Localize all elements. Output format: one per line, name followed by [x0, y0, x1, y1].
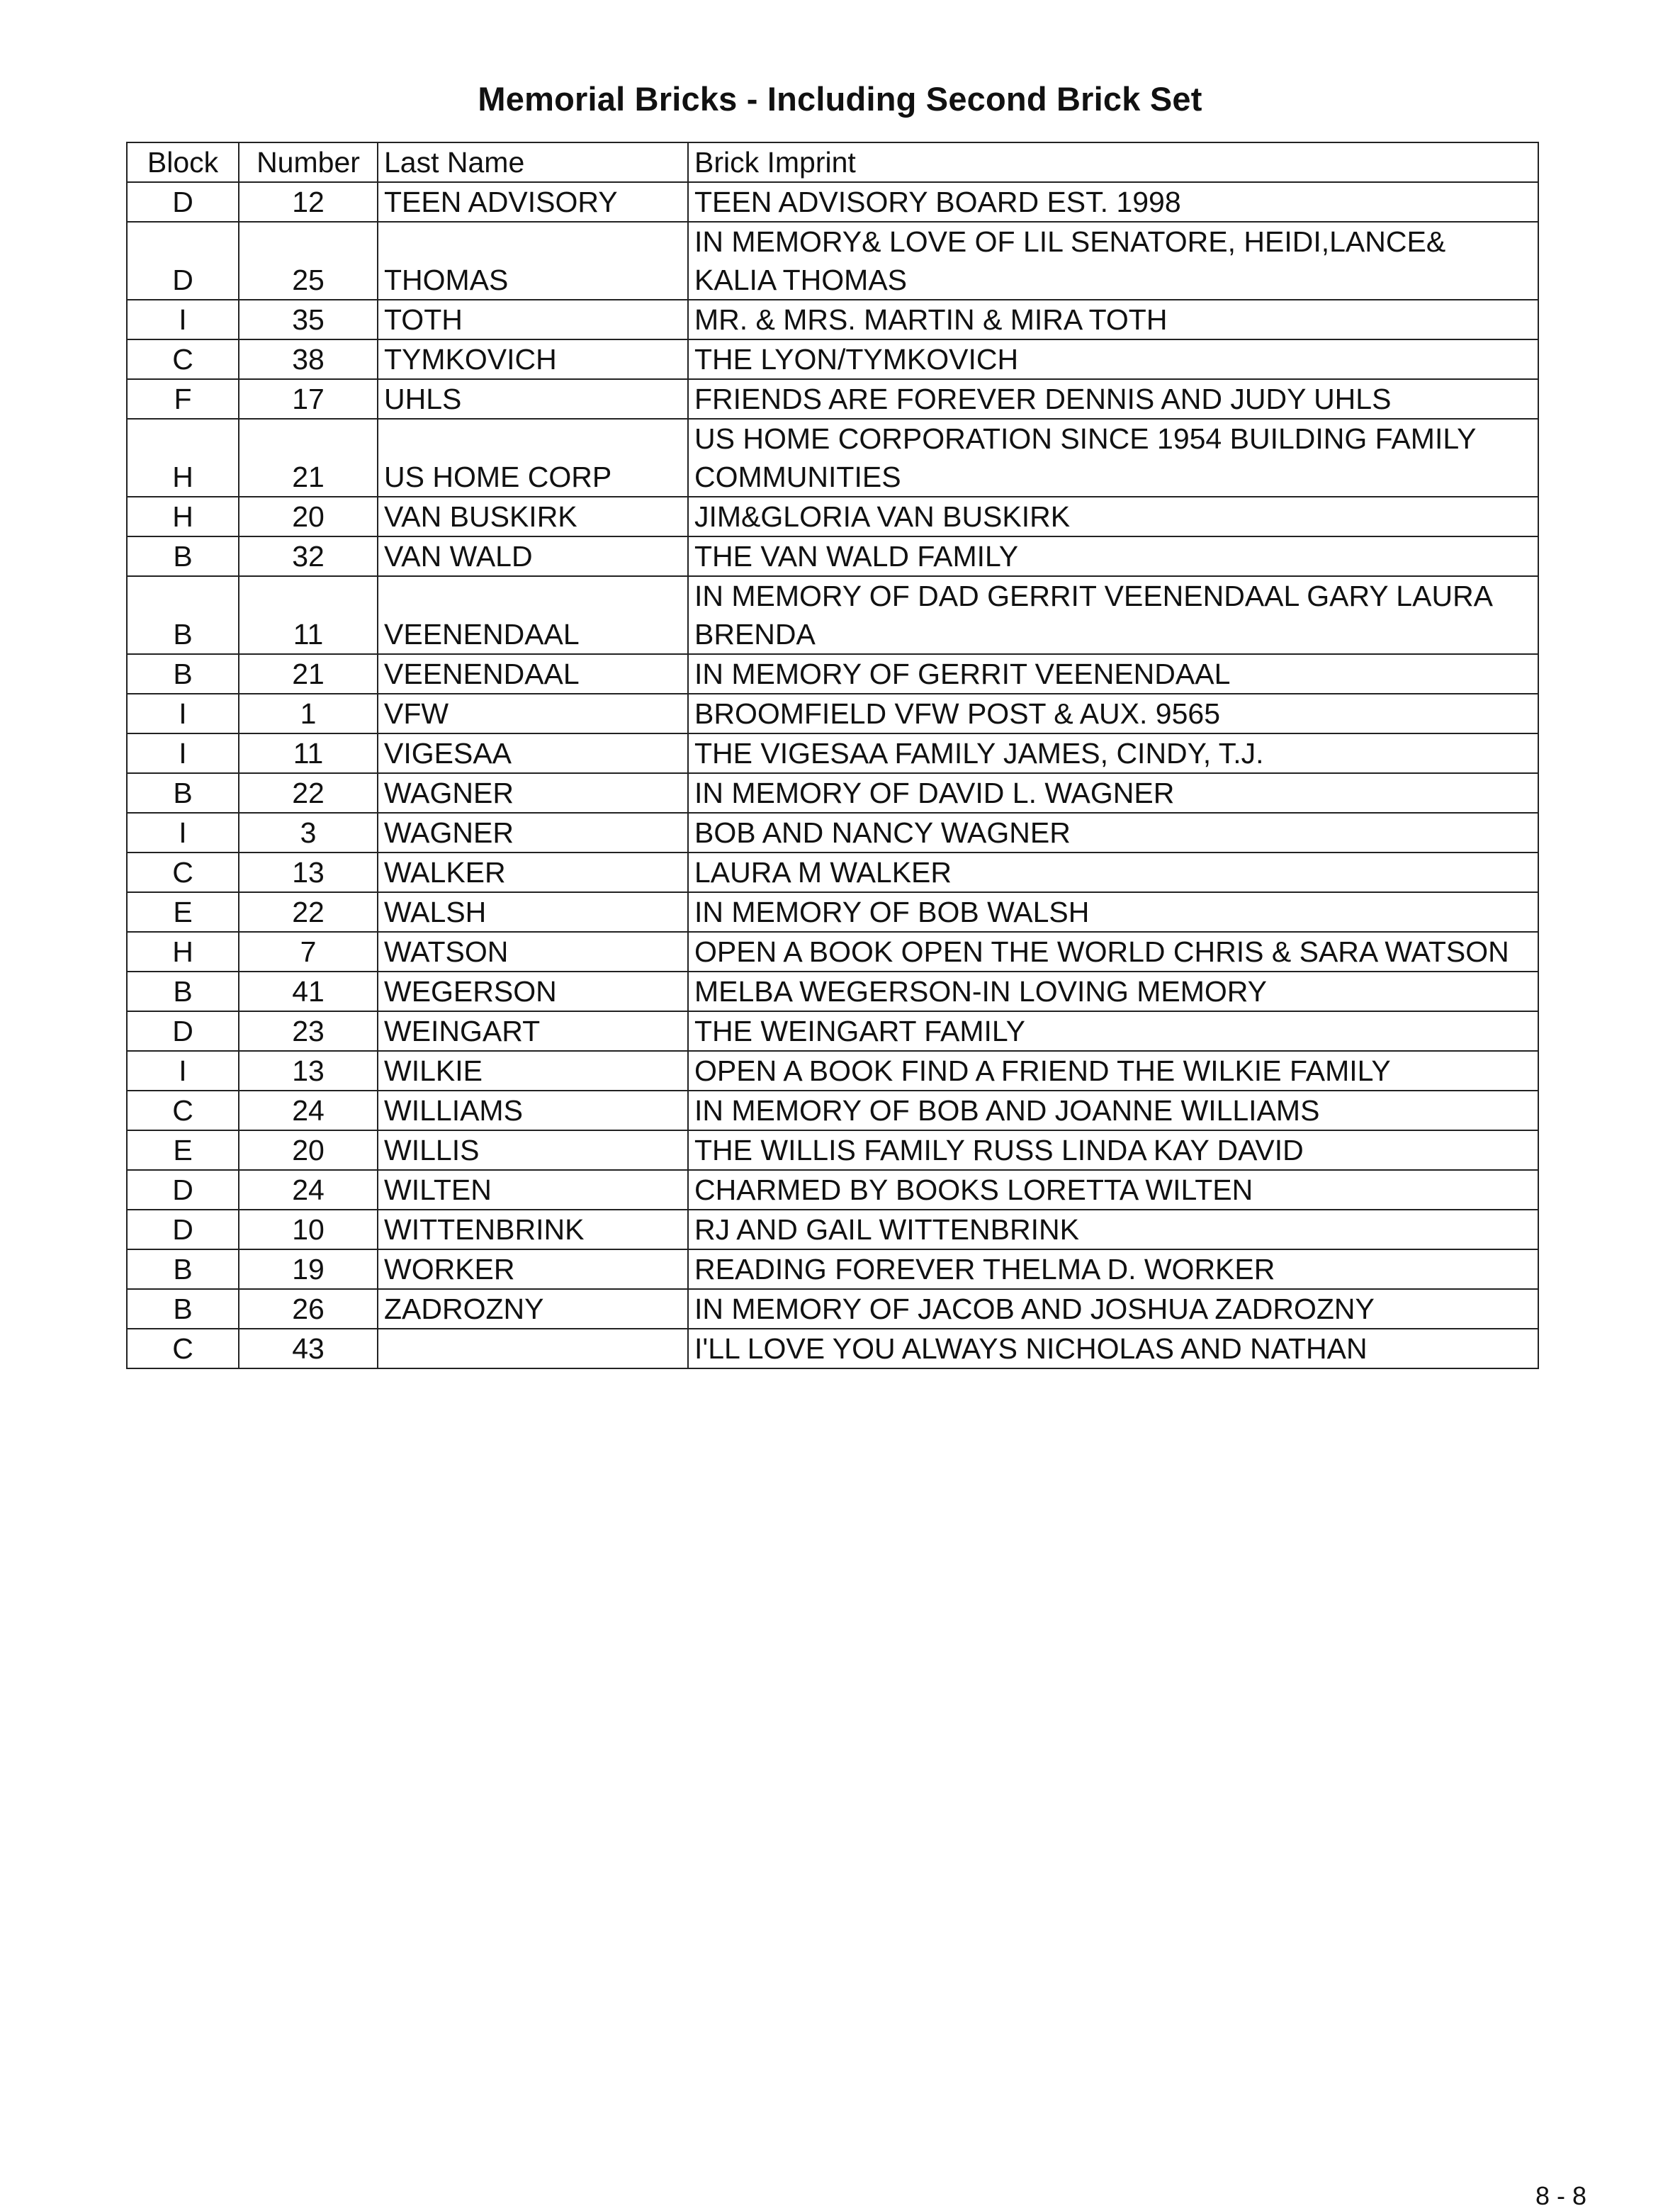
table-row: [127, 419, 1538, 497]
cell-last-name: VFW: [378, 694, 688, 733]
table-row: [127, 1170, 1538, 1210]
table-row: [127, 733, 1538, 773]
cell-block: B: [127, 1249, 239, 1289]
cell-block: H: [127, 497, 239, 536]
cell-block: D: [127, 1210, 239, 1249]
cell-number: 41: [239, 972, 378, 1011]
cell-number: 3: [239, 813, 378, 853]
cell-brick-imprint: CHARMED BY BOOKS LORETTA WILTEN: [688, 1170, 1538, 1210]
cell-number: 11: [239, 576, 378, 654]
cell-last-name: WILLIAMS: [378, 1091, 688, 1130]
cell-brick-imprint: THE LYON/TYMKOVICH: [688, 339, 1538, 379]
table-row: [127, 1091, 1538, 1130]
cell-block: E: [127, 1130, 239, 1170]
cell-number: 23: [239, 1011, 378, 1051]
cell-brick-imprint: IN MEMORY OF BOB AND JOANNE WILLIAMS: [688, 1091, 1538, 1130]
table-row: [127, 654, 1538, 694]
cell-block: D: [127, 1170, 239, 1210]
cell-brick-imprint: LAURA M WALKER: [688, 853, 1538, 892]
column-header-last-name: Last Name: [378, 142, 688, 182]
cell-number: 1: [239, 694, 378, 733]
cell-number: 25: [239, 222, 378, 300]
cell-last-name: TEEN ADVISORY: [378, 182, 688, 222]
cell-brick-imprint: MELBA WEGERSON-IN LOVING MEMORY: [688, 972, 1538, 1011]
table-row: [127, 536, 1538, 576]
cell-number: 43: [239, 1329, 378, 1368]
cell-last-name: [378, 1329, 688, 1368]
cell-block: C: [127, 1329, 239, 1368]
cell-number: 24: [239, 1091, 378, 1130]
table-header-row: [127, 142, 1538, 182]
cell-brick-imprint: READING FOREVER THELMA D. WORKER: [688, 1249, 1538, 1289]
cell-last-name: VIGESAA: [378, 733, 688, 773]
table-row: [127, 773, 1538, 813]
cell-number: 26: [239, 1289, 378, 1329]
cell-number: 20: [239, 497, 378, 536]
cell-brick-imprint: IN MEMORY OF DAVID L. WAGNER: [688, 773, 1538, 813]
cell-brick-imprint: I'LL LOVE YOU ALWAYS NICHOLAS AND NATHAN: [688, 1329, 1538, 1368]
cell-block: F: [127, 379, 239, 419]
page-number: 8 - 8: [1535, 2181, 1586, 2210]
cell-block: D: [127, 182, 239, 222]
table-row: [127, 892, 1538, 932]
table-row: [127, 813, 1538, 853]
cell-brick-imprint: IN MEMORY OF JACOB AND JOSHUA ZADROZNY: [688, 1289, 1538, 1329]
cell-block: D: [127, 1011, 239, 1051]
column-header-number: Number: [239, 142, 378, 182]
cell-last-name: WAGNER: [378, 813, 688, 853]
table-row: [127, 1210, 1538, 1249]
table-row: [127, 379, 1538, 419]
cell-brick-imprint: JIM&GLORIA VAN BUSKIRK: [688, 497, 1538, 536]
page-title: Memorial Bricks - Including Second Brick Set: [478, 80, 1202, 118]
cell-brick-imprint: MR. & MRS. MARTIN & MIRA TOTH: [688, 300, 1538, 339]
cell-number: 22: [239, 773, 378, 813]
table-row: [127, 694, 1538, 733]
table-row: [127, 576, 1538, 654]
cell-block: D: [127, 222, 239, 300]
cell-number: 20: [239, 1130, 378, 1170]
cell-last-name: TYMKOVICH: [378, 339, 688, 379]
cell-block: E: [127, 892, 239, 932]
cell-brick-imprint: THE VIGESAA FAMILY JAMES, CINDY, T.J.: [688, 733, 1538, 773]
cell-last-name: VAN BUSKIRK: [378, 497, 688, 536]
cell-number: 24: [239, 1170, 378, 1210]
cell-block: H: [127, 419, 239, 497]
cell-number: 13: [239, 1051, 378, 1091]
cell-last-name: WORKER: [378, 1249, 688, 1289]
cell-number: 7: [239, 932, 378, 972]
table-row: [127, 497, 1538, 536]
cell-last-name: WALSH: [378, 892, 688, 932]
cell-brick-imprint: FRIENDS ARE FOREVER DENNIS AND JUDY UHLS: [688, 379, 1538, 419]
table-row: [127, 853, 1538, 892]
cell-number: 17: [239, 379, 378, 419]
cell-brick-imprint: IN MEMORY OF DAD GERRIT VEENENDAAL GARY LAURA BRENDA: [688, 576, 1538, 654]
table-row: [127, 1329, 1538, 1368]
cell-brick-imprint: OPEN A BOOK OPEN THE WORLD CHRIS & SARA WATSON: [688, 932, 1538, 972]
table-row: [127, 1130, 1538, 1170]
table-row: [127, 932, 1538, 972]
table-row: [127, 1011, 1538, 1051]
table-row: [127, 972, 1538, 1011]
cell-block: B: [127, 773, 239, 813]
cell-last-name: UHLS: [378, 379, 688, 419]
cell-number: 10: [239, 1210, 378, 1249]
cell-last-name: WAGNER: [378, 773, 688, 813]
cell-number: 19: [239, 1249, 378, 1289]
cell-block: I: [127, 1051, 239, 1091]
cell-last-name: WILLIS: [378, 1130, 688, 1170]
column-header-block: Block: [127, 142, 239, 182]
cell-brick-imprint: RJ AND GAIL WITTENBRINK: [688, 1210, 1538, 1249]
table-row: [127, 339, 1538, 379]
cell-block: C: [127, 339, 239, 379]
cell-number: 32: [239, 536, 378, 576]
cell-brick-imprint: THE WEINGART FAMILY: [688, 1011, 1538, 1051]
cell-brick-imprint: IN MEMORY& LOVE OF LIL SENATORE, HEIDI,LANCE& KALIA THOMAS: [688, 222, 1538, 300]
table-row: [127, 222, 1538, 300]
cell-number: 22: [239, 892, 378, 932]
cell-brick-imprint: IN MEMORY OF GERRIT VEENENDAAL: [688, 654, 1538, 694]
column-header-brick-imprint: Brick Imprint: [688, 142, 1538, 182]
cell-block: B: [127, 536, 239, 576]
cell-block: B: [127, 654, 239, 694]
cell-last-name: THOMAS: [378, 222, 688, 300]
cell-last-name: WEINGART: [378, 1011, 688, 1051]
cell-block: B: [127, 576, 239, 654]
cell-block: C: [127, 1091, 239, 1130]
table-row: [127, 1249, 1538, 1289]
cell-number: 13: [239, 853, 378, 892]
table-row: [127, 1289, 1538, 1329]
cell-number: 12: [239, 182, 378, 222]
cell-block: B: [127, 1289, 239, 1329]
cell-brick-imprint: US HOME CORPORATION SINCE 1954 BUILDING FAMILY COMMUNITIES: [688, 419, 1538, 497]
cell-number: 21: [239, 419, 378, 497]
cell-number: 21: [239, 654, 378, 694]
cell-last-name: VEENENDAAL: [378, 576, 688, 654]
cell-last-name: TOTH: [378, 300, 688, 339]
cell-block: H: [127, 932, 239, 972]
cell-last-name: ZADROZNY: [378, 1289, 688, 1329]
cell-brick-imprint: BOB AND NANCY WAGNER: [688, 813, 1538, 853]
cell-last-name: WATSON: [378, 932, 688, 972]
cell-last-name: WILKIE: [378, 1051, 688, 1091]
cell-block: I: [127, 813, 239, 853]
cell-brick-imprint: THE VAN WALD FAMILY: [688, 536, 1538, 576]
cell-last-name: US HOME CORP: [378, 419, 688, 497]
cell-brick-imprint: THE WILLIS FAMILY RUSS LINDA KAY DAVID: [688, 1130, 1538, 1170]
cell-last-name: WILTEN: [378, 1170, 688, 1210]
cell-last-name: WITTENBRINK: [378, 1210, 688, 1249]
table-body: [127, 182, 1538, 1368]
cell-block: I: [127, 694, 239, 733]
cell-last-name: WALKER: [378, 853, 688, 892]
table-row: [127, 300, 1538, 339]
cell-number: 35: [239, 300, 378, 339]
cell-last-name: WEGERSON: [378, 972, 688, 1011]
cell-block: B: [127, 972, 239, 1011]
table-row: [127, 1051, 1538, 1091]
memorial-bricks-table: [126, 142, 1539, 1369]
cell-last-name: VAN WALD: [378, 536, 688, 576]
table-row: [127, 182, 1538, 222]
cell-block: I: [127, 733, 239, 773]
cell-block: I: [127, 300, 239, 339]
cell-brick-imprint: BROOMFIELD VFW POST & AUX. 9565: [688, 694, 1538, 733]
cell-number: 38: [239, 339, 378, 379]
cell-last-name: VEENENDAAL: [378, 654, 688, 694]
cell-brick-imprint: OPEN A BOOK FIND A FRIEND THE WILKIE FAMILY: [688, 1051, 1538, 1091]
cell-brick-imprint: IN MEMORY OF BOB WALSH: [688, 892, 1538, 932]
cell-brick-imprint: TEEN ADVISORY BOARD EST. 1998: [688, 182, 1538, 222]
cell-number: 11: [239, 733, 378, 773]
cell-block: C: [127, 853, 239, 892]
